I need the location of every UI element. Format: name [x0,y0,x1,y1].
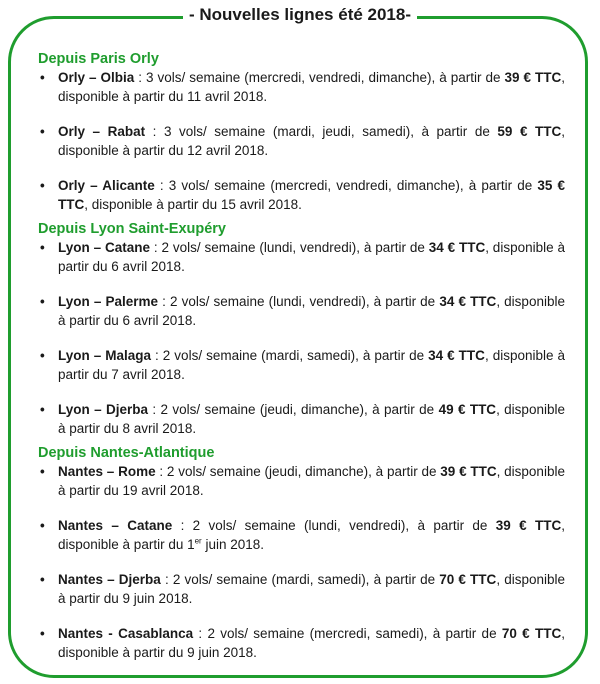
route-schedule: 2 vols/ semaine (mardi, samedi), à partir de [162,348,429,363]
route-sep: : [151,348,163,363]
route-item [38,516,565,554]
route-name: Nantes – Djerba [58,572,161,587]
bullet-icon: • [40,626,45,641]
route-item [38,400,565,438]
title-wrap [0,3,600,27]
bullet-icon: • [40,572,45,587]
section-heading: Depuis Paris Orly [38,51,159,67]
bullet-icon: • [40,518,45,533]
route-schedule: 3 vols/ semaine (mardi, jeudi, samedi), à partir de [163,124,498,139]
route-price: 34 € TTC [439,294,497,309]
bullet-icon: • [40,294,45,309]
route-sep: : [155,464,167,479]
route-price: 70 € TTC [501,626,562,641]
section-1 [38,220,565,438]
section-0 [38,50,565,214]
route-schedule: 2 vols/ semaine (mardi, samedi), à partir de [172,572,440,587]
route-availability: , disponible à partir du 8 avril 2018. [58,402,565,436]
route-availability: , disponible à partir du 1 [58,518,565,552]
ordinal-superscript: er [194,536,202,546]
route-sep: : [145,124,164,139]
route-availability: , disponible à partir du 9 juin 2018. [58,572,565,606]
route-name: Lyon – Malaga [58,348,152,363]
route-list [38,238,565,438]
route-schedule: 2 vols/ semaine (lundi, vendredi), à partir de [192,518,496,533]
section-heading: Depuis Lyon Saint-Exupéry [38,221,226,237]
route-list [38,462,565,662]
route-availability: , disponible à partir du 7 avril 2018. [58,348,565,382]
route-name: Lyon – Palerme [58,294,159,309]
bullet-icon: • [40,348,45,363]
route-item [38,122,565,160]
route-schedule: 3 vols/ semaine (mercredi, vendredi, dimanche), à partir de [168,178,538,193]
route-sep: : [158,294,171,309]
route-item [38,346,565,384]
route-item [38,176,565,214]
bullet-icon: • [40,464,45,479]
route-availability: , disponible à partir du 12 avril 2018. [58,124,565,158]
route-availability: , disponible à partir du 19 avril 2018. [58,464,565,498]
route-name: Nantes – Catane [58,518,173,533]
bullet-icon: • [40,402,45,417]
route-name: Lyon – Djerba [58,402,149,417]
route-price: 34 € TTC [428,348,485,363]
route-price: 39 € TTC [495,518,562,533]
section-2 [38,444,565,662]
route-sep: : [160,572,173,587]
route-price: 39 € TTC [504,70,562,85]
route-schedule: 2 vols/ semaine (jeudi, dimanche), à partir de [160,402,439,417]
routes-content [38,50,565,662]
route-availability-end: juin 2018. [201,537,265,552]
route-item [38,238,565,276]
route-schedule: 2 vols/ semaine (lundi, vendredi), à partir de [170,294,440,309]
route-price: 49 € TTC [438,402,497,417]
route-price: 59 € TTC [497,124,562,139]
route-item [38,68,565,106]
route-schedule: 3 vols/ semaine (mercredi, vendredi, dimanche), à partir de [145,70,505,85]
bullet-icon: • [40,178,45,193]
route-price: 39 € TTC [440,464,497,479]
page-title: - Nouvelles lignes été 2018- [183,3,417,27]
route-sep: : [193,626,208,641]
route-name: Orly – Rabat [58,124,146,139]
route-schedule: 2 vols/ semaine (lundi, vendredi), à partir de [161,240,429,255]
route-sep: : [154,178,169,193]
route-name: Orly – Alicante [58,178,155,193]
bullet-icon: • [40,124,45,139]
route-name: Nantes – Rome [58,464,156,479]
route-price: 34 € TTC [428,240,486,255]
route-availability: , disponible à partir du 15 avril 2018. [84,197,302,212]
route-item [38,624,565,662]
route-availability: , disponible à partir du 6 avril 2018. [58,294,565,328]
route-schedule: 2 vols/ semaine (mercredi, samedi), à partir de [207,626,502,641]
route-sep: : [134,70,146,85]
route-availability: , disponible à partir du 11 avril 2018. [58,70,566,104]
route-price: 70 € TTC [439,572,497,587]
route-schedule: 2 vols/ semaine (jeudi, dimanche), à partir de [166,464,441,479]
route-name: Lyon – Catane [58,240,150,255]
route-availability: , disponible à partir du 9 juin 2018. [58,626,565,660]
route-sep: : [150,240,162,255]
route-item [38,292,565,330]
route-sep: : [148,402,161,417]
bullet-icon: • [40,70,45,85]
bullet-icon: • [40,240,45,255]
route-item [38,462,565,500]
route-name: Nantes - Casablanca [58,626,194,641]
route-name: Orly – Olbia [58,70,135,85]
route-sep: : [172,518,193,533]
route-price: 35 € TTC [58,178,565,212]
route-availability: , disponible à partir du 6 avril 2018. [58,240,565,274]
route-item [38,570,565,608]
section-heading: Depuis Nantes-Atlantique [38,445,215,461]
route-list [38,68,565,214]
